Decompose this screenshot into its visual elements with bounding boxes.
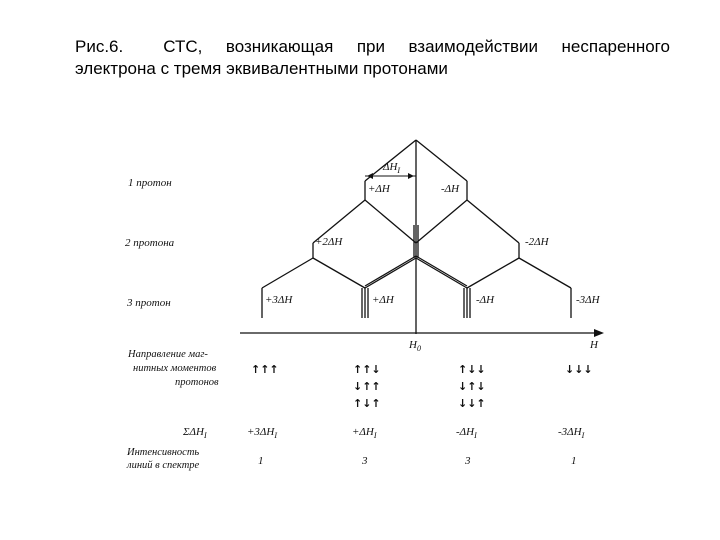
branch-line (365, 258, 416, 288)
row-label-1: 1 протон (128, 177, 172, 189)
sum-value (352, 426, 377, 440)
intensity-value: 1 (571, 455, 577, 467)
level1-right-label: -ΔH (441, 183, 460, 195)
sum-value-text: -3ΔH (558, 426, 582, 438)
branch-line (519, 258, 571, 288)
branch-line (416, 256, 467, 286)
intensity-value: 3 (362, 455, 368, 467)
sum-value (558, 426, 585, 440)
moments-label-line: протонов (175, 377, 219, 388)
h0-label (408, 339, 421, 353)
sum-value (456, 426, 477, 440)
spin-set: ↑↓↓ (458, 363, 486, 376)
caption-word: СТС, (163, 37, 203, 56)
spin-set: ↑↓↑ (353, 397, 381, 410)
branch-line (313, 258, 365, 288)
branch-line (262, 258, 313, 288)
sum-label-sub: I (203, 431, 207, 440)
spin-set: ↓↑↑ (353, 380, 381, 393)
sum-value-sub: I (274, 431, 277, 440)
level3-label-d: -3ΔH (576, 294, 600, 306)
sum-label (182, 426, 207, 440)
row-label-3: 3 протон (127, 297, 171, 309)
level3-label-b: +ΔH (372, 294, 394, 306)
axis-arrow-icon (594, 329, 604, 337)
branch-line (467, 200, 519, 243)
level3-label-c: -ΔH (476, 294, 495, 306)
branch-line (365, 256, 416, 286)
branch-line (467, 258, 519, 288)
intensity-label-line: линий в спектре (127, 460, 200, 471)
caption-label: Рис.6. (75, 37, 124, 56)
spin-set: ↓↑↓ (458, 380, 486, 393)
branch-line (416, 140, 467, 181)
caption-word: при (356, 37, 385, 56)
level3-label-a: +3ΔH (265, 294, 293, 306)
sum-label-text: ΣΔH (183, 426, 204, 438)
delta-h-label (382, 161, 400, 175)
h-axis-label: H (590, 339, 598, 351)
branch-line (416, 258, 467, 288)
intensity-label-line: Интенсивность (127, 447, 200, 458)
sum-value-sub: I (474, 431, 477, 440)
spin-set: ↓↓↓ (565, 363, 593, 376)
spin-set: ↑↑↓ (353, 363, 381, 376)
caption-word: неспаренного (561, 37, 670, 56)
sum-value-sub: I (581, 431, 585, 440)
spin-set: ↓↓↑ (458, 397, 486, 410)
h0-sub: 0 (416, 344, 421, 353)
sum-value (247, 426, 277, 440)
caption-word: взаимодействии (408, 37, 539, 56)
sum-value-text: -ΔH (456, 426, 475, 438)
intensity-value: 1 (258, 455, 264, 467)
caption-line-2: электрона с тремя эквивалентными протонами (75, 59, 448, 78)
caption-word: возникающая (225, 37, 334, 56)
sum-value-sub: I (373, 431, 377, 440)
h0-text: H (409, 339, 417, 351)
delta-h-text: ΔH (383, 161, 398, 173)
intensity-value: 3 (465, 455, 471, 467)
row-label-2: 2 протона (125, 237, 175, 249)
moments-label-line: Направление маг- (128, 349, 208, 360)
level1-left-label: +ΔH (368, 183, 390, 195)
spin-set: ↑↑↑ (251, 363, 279, 376)
delta-h-sub: I (397, 166, 401, 175)
sum-value-text: +ΔH (352, 426, 374, 438)
sum-value-text: +3ΔH (247, 426, 275, 438)
bracket-arrow-right-icon (408, 173, 414, 179)
branch-line (416, 200, 467, 243)
branch-line (365, 200, 416, 243)
level2-left-label: +2ΔH (315, 236, 343, 248)
level2-right-label: -2ΔH (525, 236, 549, 248)
moments-label-line: нитных моментов (133, 363, 217, 374)
